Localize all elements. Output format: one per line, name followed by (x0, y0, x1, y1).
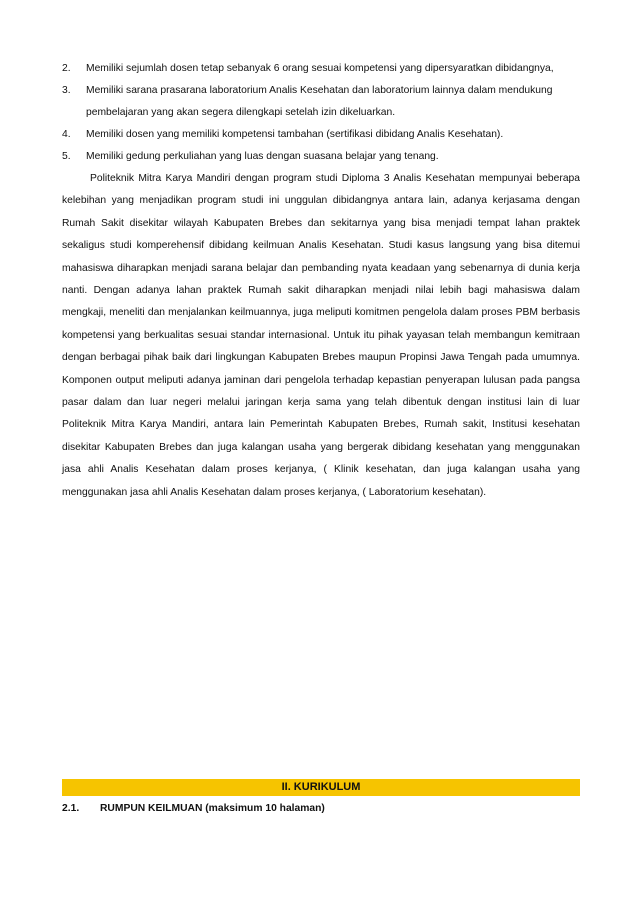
section-heading: II. KURIKULUM (62, 779, 580, 796)
list-number: 2. (62, 63, 71, 74)
list-text: Memiliki sarana prasarana laboratorium Analis Kesehatan dan laboratorium lainnya dalam mendukung pembelajaran yang akan segera dilengkapi setelah izin dikeluarkan. (86, 85, 553, 118)
body-paragraph: Politeknik Mitra Karya Mandiri dengan program studi Diploma 3 Analis Kesehatan mempunyai beberapa kelebihan yang menjadikan program studi ini unggulan dibidangnya antara lain, adanya kerjasama dengan Rumah Sakit disekitar wilayah Kabupaten Brebes dan sekitarnya yang bisa menjadi tempat lahan praktek sekaligus studi komperehensif dibidang keilmuan Analis Kesehatan. Studi kasus langsung yang bisa ditemui mahasiswa diharapkan menjadi sarana belajar dan pembanding nyata keadaan yang sebenarnya di dunia kerja nanti. Dengan adanya lahan praktek Rumah sakit diharapkan menjadi nilai lebih bagi mahasiswa dalam mengkaji, meneliti dan menjalankan keilmuannya, juga meliputi komitmen pengelola dalam proses PBM berbasis kompetensi yang berkualitas sesuai standar internasional. Untuk itu pihak yayasan telah membangun kemitraan dengan berbagai pihak baik dari lingkungan Kabupaten Brebes maupun Propinsi Jawa Tengah pada umumnya. Komponen output meliputi adanya jaminan dari pengelola terhadap kepastian penyerapan lulusan pada pangsa pasar dalam dan luar negeri melalui jaringan kerja sama yang telah dibentuk dengan institusi lain di luar Politeknik Mitra Karya Mandiri, antara lain Pemerintah Kabupaten Brebes, Rumah sakit, Institusi kesehatan disekitar Kabupaten Brebes dan juga kalangan usaha yang bergerak dibidang kesehatan yang menggunakan jasa ahli Analis Kesehatan dalam proses kerjanya, ( Klinik kesehatan, dan juga kalangan usaha yang menggunakan jasa ahli Analis Kesehatan dalam proses kerjanya, ( Laboratorium kesehatan). (62, 173, 580, 498)
advantages-list (62, 58, 580, 168)
list-number: 4. (62, 129, 71, 140)
list-number: 3. (62, 85, 71, 96)
list-text: Memiliki sejumlah dosen tetap sebanyak 6 orang sesuai kompetensi yang dipersyaratkan dibidangnya, (86, 63, 554, 74)
sub-heading (62, 801, 325, 817)
list-number: 5. (62, 151, 71, 162)
list-item (62, 146, 580, 168)
list-text: Memiliki dosen yang memiliki kompetensi tambahan (sertifikasi dibidang Analis Kesehatan). (86, 129, 504, 140)
list-text: Memiliki gedung perkuliahan yang luas dengan suasana belajar yang tenang. (86, 151, 439, 162)
document-body (62, 58, 580, 504)
sub-heading-text: RUMPUN KEILMUAN (maksimum 10 halaman) (100, 803, 325, 814)
sub-heading-number: 2.1. (62, 803, 80, 814)
list-item (62, 80, 580, 124)
list-item (62, 58, 580, 80)
list-item (62, 124, 580, 146)
